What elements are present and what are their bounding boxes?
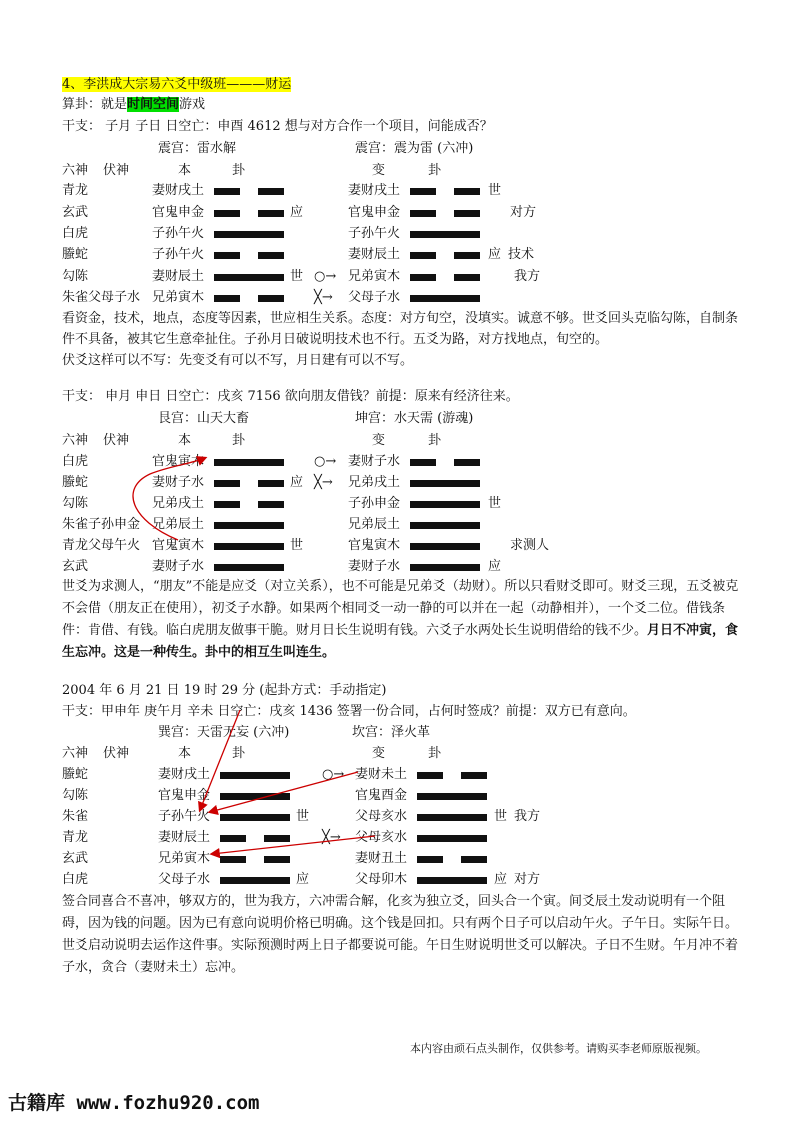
role-note: 技术	[508, 247, 535, 262]
gua2-ganzhi: 干支： 申月 申日 日空亡：戌亥 7156 欲向朋友借钱？前提：原来有经济往来。	[62, 389, 519, 404]
ben-line: 兄弟寅木	[158, 851, 211, 866]
header-gua2: 卦	[428, 746, 442, 761]
bian-line: 父母卯木	[355, 872, 408, 887]
gua2-analysis-bold: 月日不冲寅，食生忘冲。这是一种传生。卦中的相互生叫连生。	[62, 623, 739, 660]
role-note: 我方	[514, 809, 541, 824]
ben-tag: 应	[290, 205, 304, 220]
liushen: 朱雀	[62, 809, 89, 824]
title-text: 4、李洪成大宗易六爻中级班———财运	[62, 77, 292, 92]
bian-tag: 应	[488, 559, 502, 574]
footer-note: 本内容由顽石点头制作，仅供参考。请购买李老师原版视频。	[410, 1042, 707, 1055]
ben-line: 妻财子水	[152, 475, 205, 490]
moving-yang-icon: ○→	[314, 269, 337, 284]
bian-line: 父母亥水	[355, 830, 408, 845]
liushen: 白虎	[62, 226, 89, 241]
bian-line: 妻财辰土	[348, 247, 401, 262]
moving-yang-icon: ○→	[322, 767, 345, 782]
ben-tag: 世	[290, 538, 304, 553]
header-liushen: 六神	[62, 746, 89, 761]
fushen: 父母午火	[88, 538, 141, 553]
header-bian: 变	[372, 163, 386, 178]
bian-line: 父母子水	[348, 290, 401, 305]
liushen: 玄武	[62, 851, 89, 866]
gua1-note: 伏爻这样可以不写：先变爻有可以不写，月日建有可以不写。	[62, 353, 414, 368]
moving-yin-icon: ╳→	[322, 830, 341, 845]
header-gua: 卦	[232, 746, 246, 761]
liushen: 白虎	[62, 872, 89, 887]
ben-line: 妻财戌土	[152, 183, 205, 198]
bian-line: 妻财子水	[348, 559, 401, 574]
header-liushen: 六神	[62, 163, 89, 178]
liushen: 玄武	[62, 205, 89, 220]
header-bian: 变	[372, 746, 386, 761]
liushen: 朱雀	[62, 290, 89, 305]
ben-line: 妻财辰土	[152, 269, 205, 284]
header-fushen: 伏神	[103, 163, 130, 178]
liushen: 白虎	[62, 454, 89, 469]
gua3-palace-ben: 巽宫：天雷无妄 (六冲)	[158, 725, 290, 740]
gua2-palace-bian: 坤宫：水天需 (游魂)	[355, 411, 474, 426]
ben-tag: 世	[290, 269, 304, 284]
bian-tag: 世	[494, 809, 508, 824]
moving-yin-icon: ╳→	[314, 475, 333, 490]
header-liushen: 六神	[62, 433, 89, 448]
liushen: 青龙	[62, 830, 89, 845]
header-ben: 本	[178, 433, 192, 448]
gua2-analysis-text: 世爻为求测人，“朋友”不能是应爻（对立关系），也不可能是兄弟爻（劫财）。所以只看财爻即可。财爻三现，五爻被克不会借（朋友正在使用），初爻子水静。如果两个相同爻一动一静的可以并在一起（动静相并），一个爻二位。借钱条件：肯借、有钱。临白虎朋友做事干脆。财月日长生说明有钱。六爻子水两处长生说明借给的钱不少。	[62, 579, 739, 638]
liushen: 螣蛇	[62, 475, 89, 490]
ben-line: 官鬼申金	[158, 788, 211, 803]
gua3-date: 2004 年 6 月 21 日 19 时 29 分 (起卦方式：手动指定)	[62, 683, 387, 698]
header-gua: 卦	[232, 163, 246, 178]
ben-tag: 应	[290, 475, 304, 490]
subtitle-prefix: 算卦：就是	[62, 97, 128, 112]
gua2-arrow-curve	[133, 458, 205, 540]
gua3-arrow-month-to-wu	[200, 710, 240, 810]
bian-line: 子孙申金	[348, 496, 401, 511]
moving-yang-icon: ○→	[314, 454, 337, 469]
liushen: 螣蛇	[62, 767, 89, 782]
role-note: 对方	[514, 872, 541, 887]
ben-line: 子孙午火	[152, 247, 205, 262]
role-note: 对方	[510, 205, 537, 220]
header-gua2: 卦	[428, 433, 442, 448]
gua1-palace-ben: 震宫：雷水解	[158, 141, 237, 156]
liushen: 勾陈	[62, 788, 89, 803]
bian-line: 官鬼申金	[348, 205, 401, 220]
liushen: 青龙	[62, 183, 89, 198]
ben-line: 官鬼寅木	[152, 454, 205, 469]
bian-line: 妻财戌土	[348, 183, 401, 198]
watermark-brand: 古籍库 www.fozhu920.com	[8, 1092, 260, 1114]
header-fushen: 伏神	[103, 746, 130, 761]
liushen: 螣蛇	[62, 247, 89, 262]
ben-line: 妻财辰土	[158, 830, 211, 845]
ben-line: 官鬼寅木	[152, 538, 205, 553]
gua2-palace-ben: 艮宫：山天大畜	[158, 411, 250, 426]
ben-line: 妻财子水	[152, 559, 205, 574]
bian-line: 官鬼酉金	[355, 788, 408, 803]
bian-line: 妻财子水	[348, 454, 401, 469]
header-bian: 变	[372, 433, 386, 448]
gua3-analysis: 签合同喜合不喜冲，够双方的，世为我方，六冲需合解，化亥为独立爻，回头合一个寅。间爻辰土发动说明有一个阻碍，因为钱的问题。因为已有意向说明价格已明确。这个钱是回扣。只有两个日子可以启动午火。子午日。实际午日。世爻启动说明去运作这件事。实际预测时两上日子都要说可能。午日生财说明世爻可以解决。子日不生财。午月冲不着子水，贪合（妻财未土）忘冲。	[62, 894, 739, 975]
bian-line: 父母亥水	[355, 809, 408, 824]
bian-tag: 应	[494, 872, 508, 887]
bian-line: 子孙午火	[348, 226, 401, 241]
bian-line: 兄弟辰土	[348, 517, 401, 532]
header-gua2: 卦	[428, 163, 442, 178]
ben-tag: 应	[296, 872, 310, 887]
gua1-ganzhi: 干支： 子月 子日 日空亡：申酉 4612 想与对方合作一个项目，问能成否？	[62, 119, 493, 134]
bian-line: 妻财未土	[355, 767, 408, 782]
liushen: 朱雀	[62, 517, 89, 532]
gua3-arrow-wei-to-wu	[210, 772, 358, 812]
bian-line: 兄弟寅木	[348, 269, 401, 284]
ben-line: 父母子水	[158, 872, 211, 887]
bian-line: 妻财丑土	[355, 851, 408, 866]
gua3-ganzhi: 干支：甲申年 庚午月 辛未 日空亡：戌亥 1436 签署一份合同，占何时签成？前提：双方已有意向。	[62, 704, 636, 719]
role-note: 我方	[514, 269, 541, 284]
ben-line: 妻财戌土	[158, 767, 211, 782]
liushen: 勾陈	[62, 496, 89, 511]
liushen: 玄武	[62, 559, 89, 574]
role-note: 求测人	[510, 538, 550, 553]
subtitle-suffix: 游戏	[179, 97, 206, 112]
header-ben: 本	[178, 163, 192, 178]
bian-tag: 应	[488, 247, 502, 262]
gua3-arrow-hai-to-yin	[212, 836, 375, 854]
header-fushen: 伏神	[103, 433, 130, 448]
bian-tag: 世	[488, 496, 502, 511]
gua1-analysis: 看资金，技术，地点，态度等因素，世应相生关系。态度：对方旬空，没填实。诚意不够。世爻回头克临勾陈，自制条件不具备，被其它生意牵扯住。子孙月日破说明技术也不行。五爻为路，对方找地点，旬空的。	[62, 311, 739, 347]
ben-line: 子孙午火	[158, 809, 211, 824]
bian-tag: 世	[488, 183, 502, 198]
moving-yin-icon: ╳→	[314, 290, 333, 305]
ben-tag: 世	[296, 809, 310, 824]
ben-line: 官鬼申金	[152, 205, 205, 220]
liushen: 勾陈	[62, 269, 89, 284]
ben-line: 兄弟辰土	[152, 517, 205, 532]
liushen: 青龙	[62, 538, 89, 553]
subtitle-highlight: 时间空间	[127, 97, 180, 112]
bian-line: 兄弟戌土	[348, 475, 401, 490]
ben-line: 兄弟戌土	[152, 496, 205, 511]
gua3-palace-bian: 坎宫：泽火革	[352, 725, 431, 740]
gua1-palace-bian: 震宫：震为雷 (六冲)	[355, 141, 474, 156]
header-gua: 卦	[232, 433, 246, 448]
header-ben: 本	[178, 746, 192, 761]
ben-line: 兄弟寅木	[152, 290, 205, 305]
fushen: 子孙申金	[88, 517, 141, 532]
bian-line: 官鬼寅木	[348, 538, 401, 553]
ben-line: 子孙午火	[152, 226, 205, 241]
fushen: 父母子水	[88, 290, 141, 305]
